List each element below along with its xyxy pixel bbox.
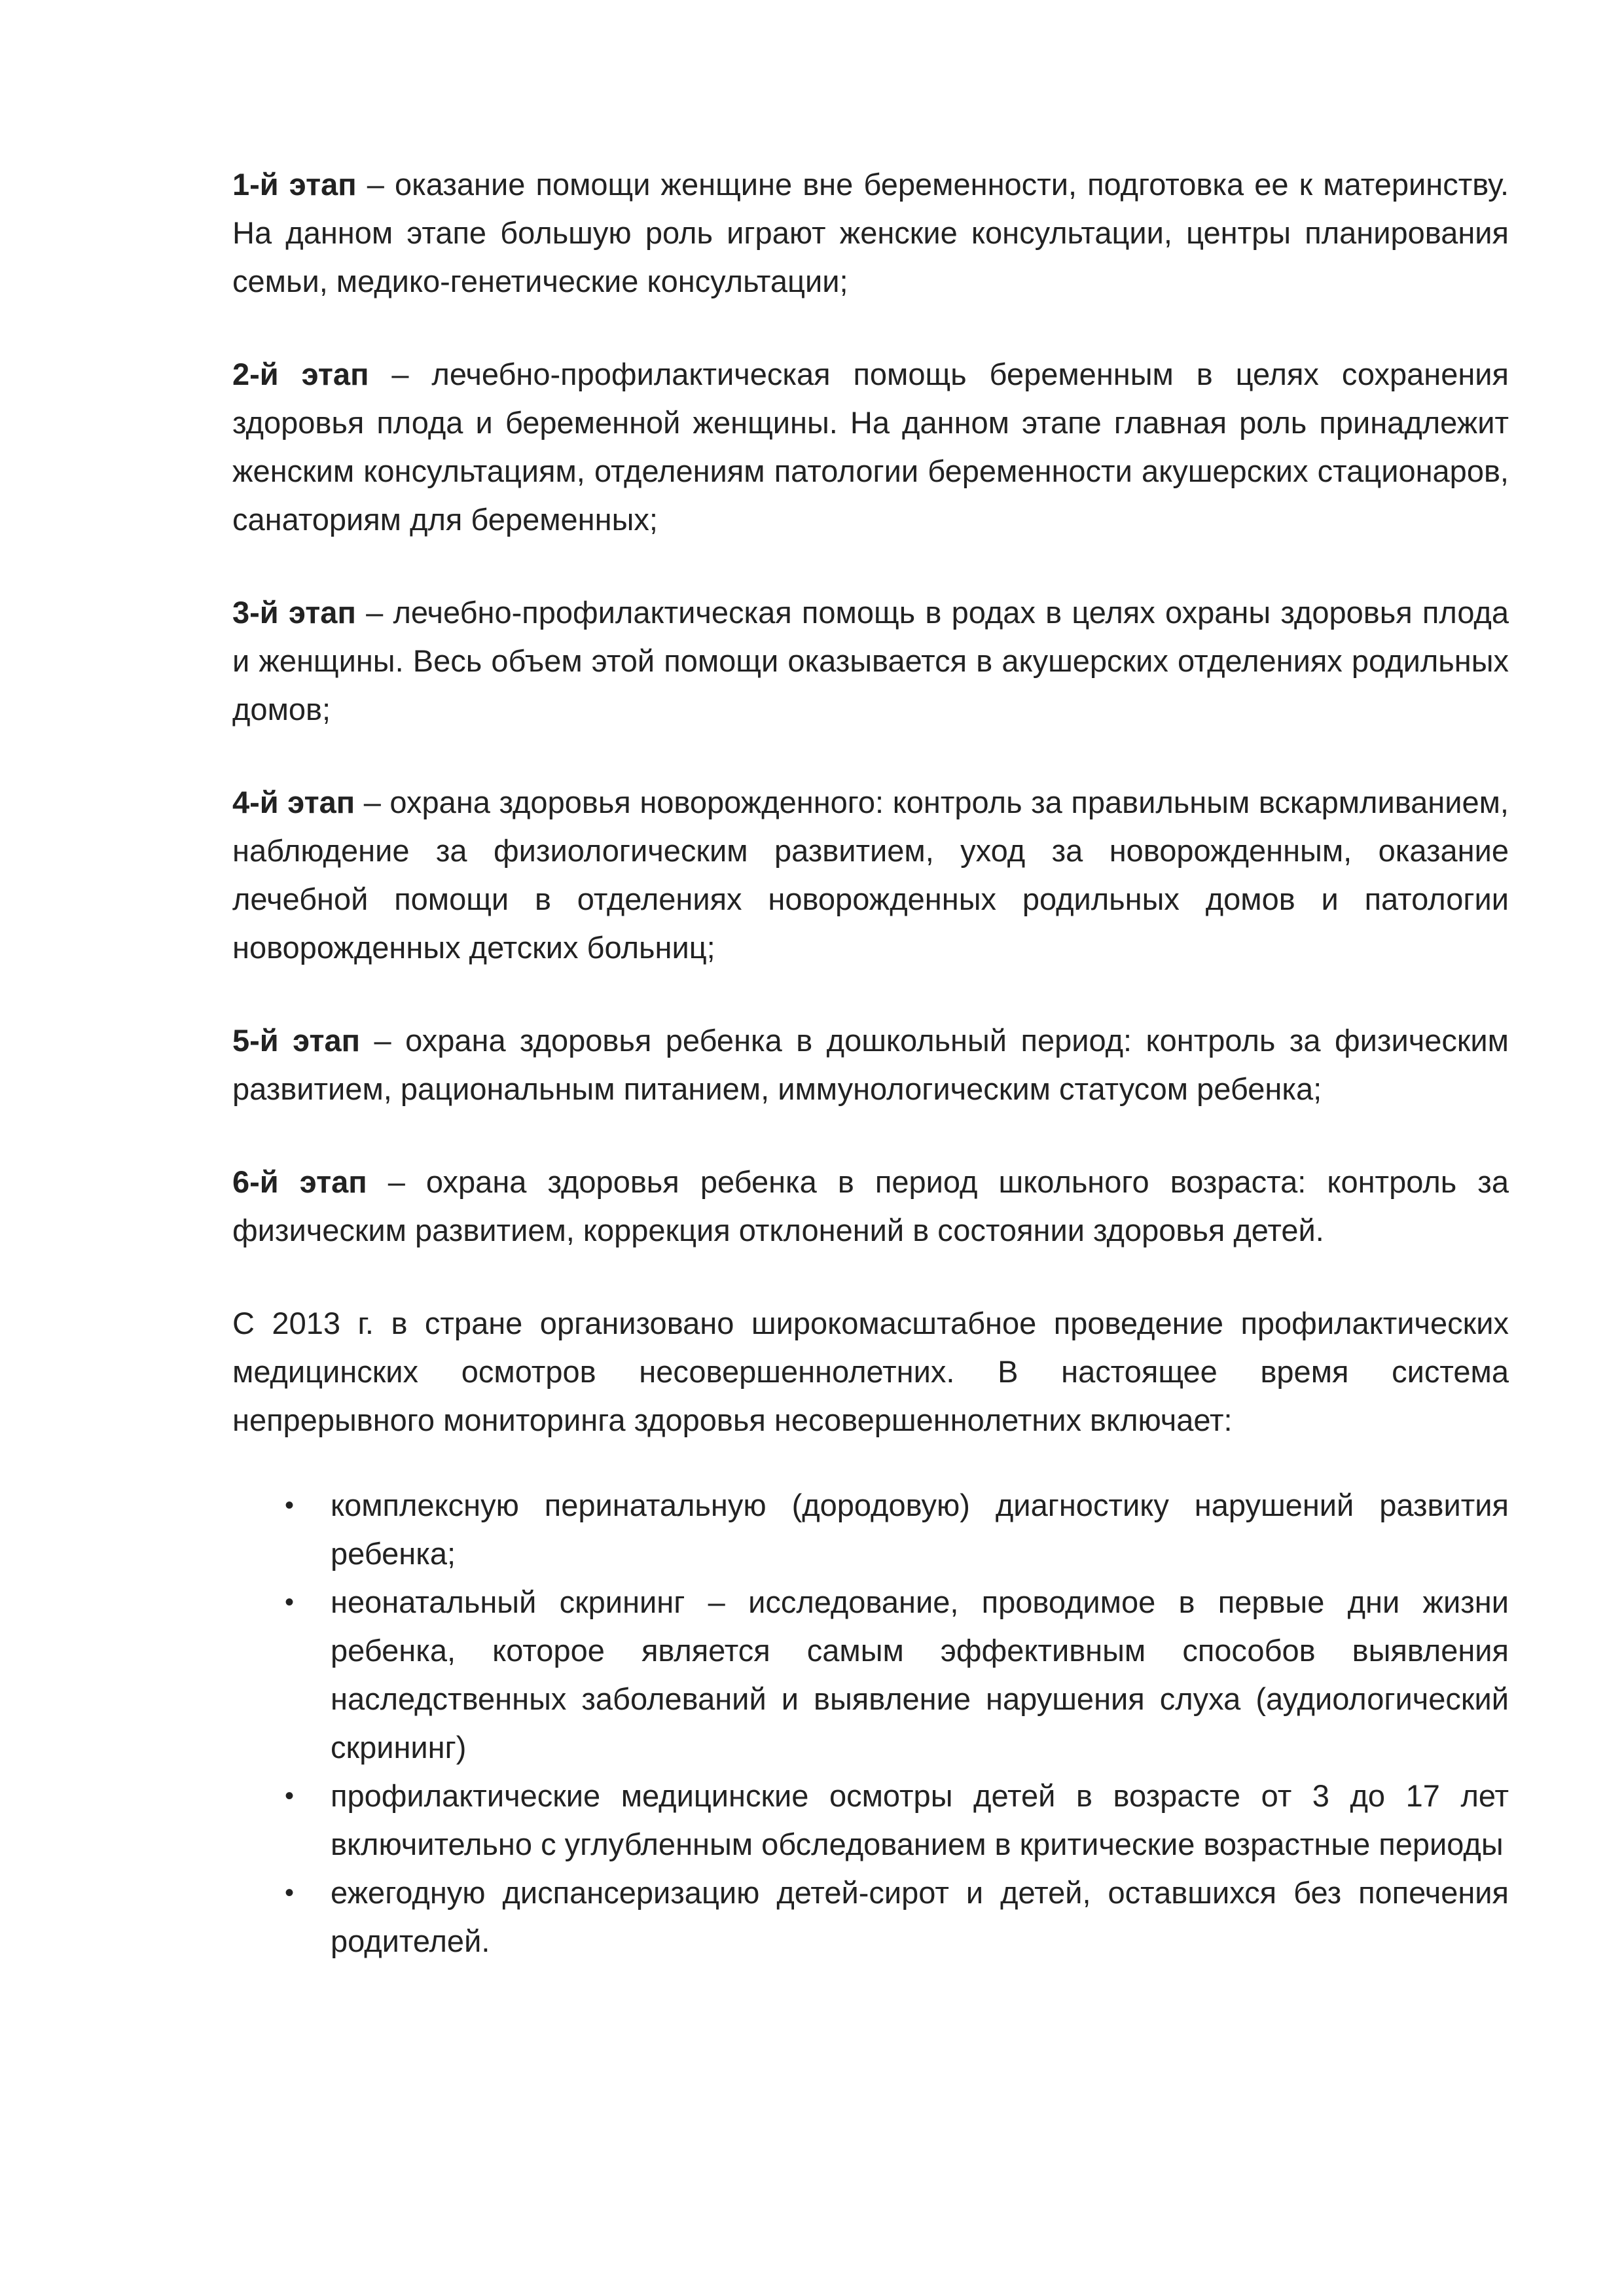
stage-text: – охрана здоровья ребенка в период школьного возраста: контроль за физическим развитием, коррекция отклонений в состоянии здоровья детей.	[232, 1164, 1509, 1247]
bullet-icon: •	[285, 1491, 295, 1520]
monitoring-list	[232, 1481, 1509, 1965]
stage-paragraph-4	[232, 778, 1509, 972]
bullet-icon: •	[285, 1588, 295, 1617]
list-item	[232, 1869, 1509, 1965]
intro-paragraph: С 2013 г. в стране организовано широкомасштабное проведение профилактических медицинских осмотров несовершеннолетних. В настоящее время система непрерывного мониторинга здоровья несовершеннолетних включает:	[232, 1306, 1509, 1437]
bullet-icon: •	[285, 1878, 295, 1907]
stage-label: 4-й этап	[232, 785, 355, 819]
list-item	[232, 1578, 1509, 1772]
stage-text: – охрана здоровья новорожденного: контроль за правильным вскармливанием, наблюдение за физиологическим развитием, уход за новорожденным, оказание лечебной помощи в отделениях новорожденных родильных домов и патологии новорожденных детских больниц;	[232, 785, 1509, 965]
stage-label: 1-й этап	[232, 167, 357, 202]
stage-text: – оказание помощи женщине вне беременности, подготовка ее к материнству. На данном этапе большую роль играют женские консультации, центры планирования семьи, медико-генетические консультации;	[232, 167, 1509, 298]
stage-text: – охрана здоровья ребенка в дошкольный период: контроль за физическим развитием, рациональным питанием, иммунологическим статусом ребенка;	[232, 1023, 1509, 1106]
stage-label: 2-й этап	[232, 357, 369, 391]
stage-paragraph-3	[232, 588, 1509, 734]
stage-label: 6-й этап	[232, 1164, 367, 1199]
stage-paragraph-2	[232, 350, 1509, 544]
stage-text: – лечебно-профилактическая помощь беременным в целях сохранения здоровья плода и беременной женщины. На данном этапе главная роль принадлежит женским консультациям, отделениям патологии беременности акушерских стационаров, санаториям для беременных;	[232, 357, 1509, 537]
list-item	[232, 1772, 1509, 1869]
document-page	[232, 160, 1509, 1965]
list-item-text: ежегодную диспансеризацию детей-сирот и детей, оставшихся без попечения родителей.	[331, 1875, 1509, 1958]
stage-label: 3-й этап	[232, 595, 356, 630]
list-item	[232, 1481, 1509, 1578]
list-item-text: неонатальный скрининг – исследование, проводимое в первые дни жизни ребенка, которое является самым эффективным способов выявления наследственных заболеваний и выявление нарушения слуха (аудиологический скрининг)	[331, 1585, 1509, 1765]
stage-text: – лечебно-профилактическая помощь в родах в целях охраны здоровья плода и женщины. Весь объем этой помощи оказывается в акушерских отделениях родильных домов;	[232, 595, 1509, 726]
stage-paragraph-6	[232, 1158, 1509, 1255]
stage-paragraph-1	[232, 160, 1509, 306]
bullet-icon: •	[285, 1782, 295, 1810]
list-item-text: профилактические медицинские осмотры детей в возрасте от 3 до 17 лет включительно с углубленным обследованием в критические возрастные периоды	[331, 1778, 1509, 1861]
list-item-text: комплексную перинатальную (дородовую) диагностику нарушений развития ребенка;	[331, 1488, 1509, 1571]
stage-paragraph-5	[232, 1016, 1509, 1113]
stage-label: 5-й этап	[232, 1023, 361, 1058]
